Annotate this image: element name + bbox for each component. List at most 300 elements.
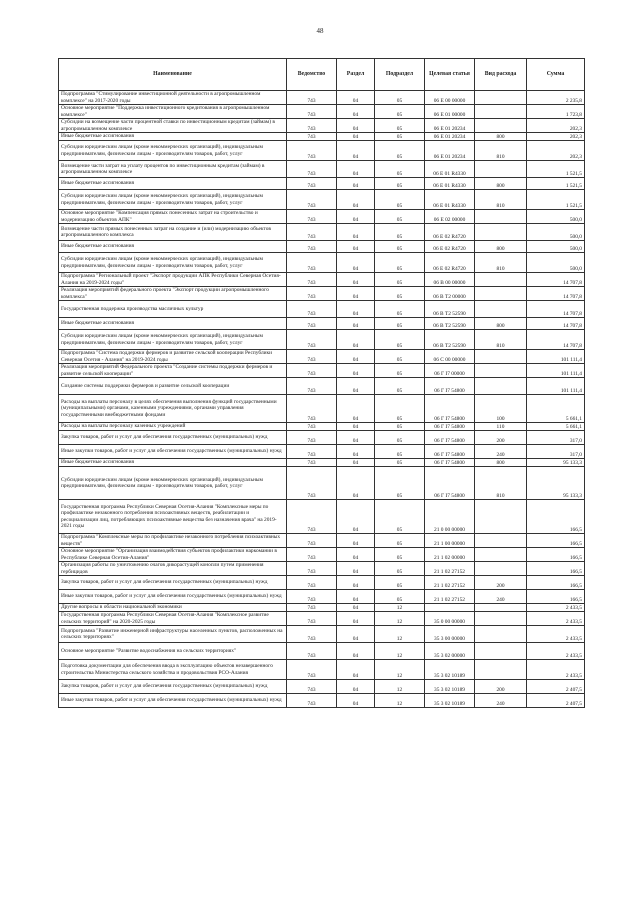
- row-target-article: 06 В Т2 52590: [425, 330, 475, 350]
- row-target-article: 06 Г I7 54800: [425, 467, 475, 500]
- row-subsection: 05: [375, 576, 425, 590]
- row-section: 04: [337, 91, 375, 105]
- row-expense-type: [475, 626, 527, 643]
- row-amount: 202,3: [527, 119, 585, 133]
- row-amount: 101 111,4: [527, 350, 585, 364]
- table-row: [59, 318, 585, 330]
- row-expense-type: [475, 548, 527, 562]
- row-amount: 500,0: [527, 253, 585, 273]
- row-expense-type: [475, 604, 527, 612]
- row-subsection: 05: [375, 395, 425, 423]
- row-target-article: 21 1 00 00000: [425, 534, 475, 548]
- table-row: [59, 178, 585, 190]
- row-name: Другие вопросы в области национальной экономики: [59, 604, 287, 612]
- row-target-article: 06 Г I7 54800: [425, 459, 475, 467]
- row-target-article: 06 Е 01 20234: [425, 141, 475, 161]
- row-section: 04: [337, 431, 375, 445]
- row-section: 04: [337, 330, 375, 350]
- row-amount: 166,5: [527, 590, 585, 604]
- table-row: [59, 350, 585, 364]
- row-target-article: 06 Е 02 R4720: [425, 241, 475, 253]
- page-number: 48: [316, 27, 324, 35]
- row-target-article: 06 Е 01 20234: [425, 133, 475, 141]
- header-target-article: Целевая статья: [425, 59, 475, 91]
- row-department: 743: [287, 119, 337, 133]
- table-row: [59, 273, 585, 287]
- row-section: 04: [337, 459, 375, 467]
- row-name: Создание системы поддержки фермеров и развитие сельской кооперации: [59, 378, 287, 395]
- table-header-row: [59, 59, 585, 91]
- row-expense-type: 810: [475, 190, 527, 210]
- row-name: Иные закупки товаров, работ и услуг для обеспечения государственных (муниципальных) нужд: [59, 445, 287, 459]
- row-amount: 166,5: [527, 534, 585, 548]
- row-amount: 95 133,3: [527, 459, 585, 467]
- row-section: 04: [337, 467, 375, 500]
- row-expense-type: [475, 612, 527, 626]
- table-row: [59, 395, 585, 423]
- row-amount: 101 111,4: [527, 364, 585, 378]
- row-amount: 5 661,1: [527, 423, 585, 431]
- table-row: [59, 500, 585, 534]
- row-department: 743: [287, 562, 337, 576]
- row-section: 04: [337, 660, 375, 680]
- row-subsection: 12: [375, 626, 425, 643]
- row-section: 04: [337, 445, 375, 459]
- row-target-article: 06 Е 00 00000: [425, 91, 475, 105]
- row-section: 04: [337, 576, 375, 590]
- row-department: 743: [287, 395, 337, 423]
- row-department: 743: [287, 548, 337, 562]
- row-name: Закупка товаров, работ и услуг для обеспечения государственных (муниципальных) нужд: [59, 431, 287, 445]
- row-expense-type: 800: [475, 318, 527, 330]
- row-target-article: 06 В 00 00000: [425, 273, 475, 287]
- row-expense-type: [475, 660, 527, 680]
- table-row: [59, 378, 585, 395]
- header-expense-type: Вид расхода: [475, 59, 527, 91]
- row-expense-type: 810: [475, 330, 527, 350]
- row-expense-type: 240: [475, 590, 527, 604]
- row-expense-type: [475, 364, 527, 378]
- row-target-article: 06 Е 02 R4720: [425, 253, 475, 273]
- row-target-article: 06 Г I7 54800: [425, 423, 475, 431]
- row-target-article: [425, 604, 475, 612]
- row-subsection: 05: [375, 500, 425, 534]
- row-target-article: 06 Е 02 00000: [425, 210, 475, 224]
- table-row: [59, 680, 585, 694]
- table-row: [59, 467, 585, 500]
- row-expense-type: 200: [475, 680, 527, 694]
- row-amount: 2 235,8: [527, 91, 585, 105]
- row-target-article: 06 Е 02 R4720: [425, 224, 475, 241]
- row-amount: 2 433,5: [527, 626, 585, 643]
- table-row: [59, 423, 585, 431]
- row-amount: 317,0: [527, 431, 585, 445]
- row-expense-type: [475, 378, 527, 395]
- row-section: 04: [337, 378, 375, 395]
- row-expense-type: 800: [475, 459, 527, 467]
- row-department: 743: [287, 467, 337, 500]
- row-amount: 166,5: [527, 548, 585, 562]
- row-expense-type: 810: [475, 253, 527, 273]
- row-name: Расходы на выплаты персоналу казенных учреждений: [59, 423, 287, 431]
- row-amount: 1 723,8: [527, 105, 585, 119]
- row-name: Государственная программа Республики Северная Осетия-Алания "Комплексные меры по профилактике незаконного потребления психоактивных веществ, реабилитации и ресоциализации лиц, потребляющих психоактивные вещества без назначения врача" на 2019-2021 годы: [59, 500, 287, 534]
- row-subsection: 05: [375, 330, 425, 350]
- row-amount: 2 433,5: [527, 660, 585, 680]
- row-subsection: 05: [375, 378, 425, 395]
- row-department: 743: [287, 626, 337, 643]
- table-row: [59, 604, 585, 612]
- table-row: [59, 364, 585, 378]
- row-name: Основное мероприятие "Организация взаимодействия субъектов профилактики наркомании в Республике Северная Осетия-Алания": [59, 548, 287, 562]
- row-expense-type: [475, 500, 527, 534]
- row-section: 04: [337, 119, 375, 133]
- row-expense-type: 810: [475, 467, 527, 500]
- row-target-article: 06 Г I7 54800: [425, 431, 475, 445]
- row-target-article: 21 1 02 27152: [425, 590, 475, 604]
- row-subsection: 05: [375, 178, 425, 190]
- row-amount: 14 707,8: [527, 273, 585, 287]
- table-row: [59, 210, 585, 224]
- row-amount: 166,5: [527, 562, 585, 576]
- row-name: Основное мероприятие "Поддержка инвестиционного кредитования в агропромышленном комплексе": [59, 105, 287, 119]
- row-subsection: 05: [375, 301, 425, 318]
- row-expense-type: [475, 224, 527, 241]
- row-target-article: 06 Е 01 00000: [425, 105, 475, 119]
- table-row: [59, 431, 585, 445]
- row-department: 743: [287, 318, 337, 330]
- row-name: Субсидии юридическим лицам (кроме некоммерческих организаций), индивидуальным предпринимателям, физическим лицам - производителям товаров, работ, услуг: [59, 190, 287, 210]
- row-section: 04: [337, 318, 375, 330]
- row-section: 04: [337, 612, 375, 626]
- row-section: 04: [337, 626, 375, 643]
- header-amount: Сумма: [527, 59, 585, 91]
- row-expense-type: 800: [475, 178, 527, 190]
- row-section: 04: [337, 694, 375, 708]
- row-amount: 2 407,5: [527, 680, 585, 694]
- row-subsection: 05: [375, 119, 425, 133]
- row-subsection: 05: [375, 318, 425, 330]
- row-target-article: 06 Г I7 00000: [425, 364, 475, 378]
- row-name: Иные бюджетные ассигнования: [59, 241, 287, 253]
- row-department: 743: [287, 612, 337, 626]
- row-section: 04: [337, 534, 375, 548]
- row-name: Иные бюджетные ассигнования: [59, 178, 287, 190]
- row-department: 743: [287, 91, 337, 105]
- row-section: 04: [337, 133, 375, 141]
- row-amount: 1 521,5: [527, 178, 585, 190]
- row-department: 743: [287, 364, 337, 378]
- row-department: 743: [287, 133, 337, 141]
- row-target-article: 06 Г I7 54800: [425, 378, 475, 395]
- row-section: 04: [337, 301, 375, 318]
- row-department: 743: [287, 141, 337, 161]
- row-section: 04: [337, 161, 375, 178]
- row-amount: 166,5: [527, 576, 585, 590]
- row-expense-type: [475, 643, 527, 660]
- row-department: 743: [287, 161, 337, 178]
- table-row: [59, 576, 585, 590]
- row-department: 743: [287, 534, 337, 548]
- row-amount: 2 433,5: [527, 612, 585, 626]
- row-target-article: 21 1 02 27152: [425, 576, 475, 590]
- row-department: 743: [287, 301, 337, 318]
- row-department: 743: [287, 190, 337, 210]
- row-department: 743: [287, 660, 337, 680]
- row-target-article: 21 1 02 00000: [425, 548, 475, 562]
- row-target-article: 06 Г I7 54800: [425, 395, 475, 423]
- row-target-article: 35 3 00 00000: [425, 626, 475, 643]
- table-row: [59, 287, 585, 301]
- row-department: 743: [287, 287, 337, 301]
- row-section: 04: [337, 224, 375, 241]
- row-subsection: 05: [375, 350, 425, 364]
- row-section: 04: [337, 590, 375, 604]
- row-subsection: 12: [375, 643, 425, 660]
- row-expense-type: 200: [475, 576, 527, 590]
- row-subsection: 05: [375, 141, 425, 161]
- row-name: Иные бюджетные ассигнования: [59, 459, 287, 467]
- row-name: Основное мероприятие "Развитие водоснабжения на сельских территориях": [59, 643, 287, 660]
- table-row: [59, 643, 585, 660]
- row-department: 743: [287, 210, 337, 224]
- row-expense-type: [475, 210, 527, 224]
- row-name: Иные закупки товаров, работ и услуг для обеспечения государственных (муниципальных) нужд: [59, 590, 287, 604]
- row-name: Подпрограмма "Комплексные меры по профилактике незаконного потребления психоактивных веществ": [59, 534, 287, 548]
- row-amount: 95 133,3: [527, 467, 585, 500]
- row-subsection: 05: [375, 105, 425, 119]
- table-row: [59, 301, 585, 318]
- row-amount: 14 707,8: [527, 318, 585, 330]
- row-subsection: 05: [375, 467, 425, 500]
- row-department: 743: [287, 423, 337, 431]
- table-row: [59, 133, 585, 141]
- row-target-article: 06 В Т2 00000: [425, 287, 475, 301]
- row-name: Закупка товаров, работ и услуг для обеспечения государственных (муниципальных) нужд: [59, 576, 287, 590]
- row-amount: 14 707,8: [527, 330, 585, 350]
- row-expense-type: [475, 534, 527, 548]
- table-row: [59, 330, 585, 350]
- row-section: 04: [337, 273, 375, 287]
- row-department: 743: [287, 576, 337, 590]
- table-row: [59, 190, 585, 210]
- row-section: 04: [337, 241, 375, 253]
- row-department: 743: [287, 604, 337, 612]
- row-expense-type: 800: [475, 241, 527, 253]
- row-target-article: 06 Е 01 20234: [425, 119, 475, 133]
- row-amount: 2 407,5: [527, 694, 585, 708]
- row-amount: 14 707,8: [527, 287, 585, 301]
- row-name: Реализация мероприятий Федерального проекта "Создание системы поддержки фермеров и развитие сельской кооперации": [59, 364, 287, 378]
- row-section: 04: [337, 548, 375, 562]
- row-target-article: 06 Г I7 54800: [425, 445, 475, 459]
- row-expense-type: [475, 350, 527, 364]
- row-section: 04: [337, 562, 375, 576]
- table-row: [59, 548, 585, 562]
- row-expense-type: 800: [475, 133, 527, 141]
- row-target-article: 35 3 02 00000: [425, 643, 475, 660]
- header-department: Ведомство: [287, 59, 337, 91]
- row-department: 743: [287, 105, 337, 119]
- row-expense-type: 810: [475, 141, 527, 161]
- row-department: 743: [287, 330, 337, 350]
- row-section: 04: [337, 253, 375, 273]
- table-row: [59, 534, 585, 548]
- table-row: [59, 105, 585, 119]
- row-section: 04: [337, 643, 375, 660]
- row-name: Подпрограмма "Система поддержки фермеров и развитие сельской кооперации Республики Северная Осетия - Алания" на 2019-2024 годы: [59, 350, 287, 364]
- row-subsection: 05: [375, 210, 425, 224]
- row-name: Государственная поддержка производства масличных культур: [59, 301, 287, 318]
- table-row: [59, 590, 585, 604]
- row-amount: 1 521,5: [527, 190, 585, 210]
- row-expense-type: [475, 301, 527, 318]
- row-section: 04: [337, 210, 375, 224]
- table-row: [59, 445, 585, 459]
- row-subsection: 05: [375, 590, 425, 604]
- row-expense-type: [475, 273, 527, 287]
- row-expense-type: [475, 105, 527, 119]
- row-subsection: 05: [375, 459, 425, 467]
- row-department: 743: [287, 224, 337, 241]
- row-department: 743: [287, 253, 337, 273]
- table-row: [59, 660, 585, 680]
- row-subsection: 05: [375, 161, 425, 178]
- row-department: 743: [287, 643, 337, 660]
- table-row: [59, 161, 585, 178]
- row-amount: 5 661,1: [527, 395, 585, 423]
- row-expense-type: [475, 119, 527, 133]
- row-subsection: 05: [375, 364, 425, 378]
- row-expense-type: 200: [475, 431, 527, 445]
- row-expense-type: [475, 91, 527, 105]
- row-target-article: 35 0 00 00000: [425, 612, 475, 626]
- row-name: Субсидии юридическим лицам (кроме некоммерческих организаций), индивидуальным предпринимателям, физическим лицам - производителям товаров, работ, услуг: [59, 253, 287, 273]
- row-subsection: 12: [375, 694, 425, 708]
- row-name: Государственная программа Республики Северная Осетия-Алания "Комплексное развитие сельских территорий" на 2020-2025 годы: [59, 612, 287, 626]
- row-department: 743: [287, 350, 337, 364]
- row-department: 743: [287, 590, 337, 604]
- row-subsection: 05: [375, 534, 425, 548]
- table-row: [59, 612, 585, 626]
- row-amount: 202,3: [527, 133, 585, 141]
- row-amount: 500,0: [527, 210, 585, 224]
- row-department: 743: [287, 178, 337, 190]
- row-subsection: 12: [375, 604, 425, 612]
- row-name: Организация работы по уничтожению очагов дикорастущей конопли путем применения гербицидов: [59, 562, 287, 576]
- row-section: 04: [337, 287, 375, 301]
- header-section: Раздел: [337, 59, 375, 91]
- table-row: [59, 562, 585, 576]
- row-department: 743: [287, 680, 337, 694]
- row-amount: 317,0: [527, 445, 585, 459]
- row-target-article: 35 3 02 10189: [425, 660, 475, 680]
- row-name: Подпрограмма "Стимулирование инвестиционной деятельности в агропромышленном комплексе" на 2017-2020 годы: [59, 91, 287, 105]
- row-subsection: 12: [375, 660, 425, 680]
- table-row: [59, 626, 585, 643]
- row-name: Иные бюджетные ассигнования: [59, 133, 287, 141]
- row-expense-type: [475, 562, 527, 576]
- row-name: Расходы на выплаты персоналу в целях обеспечения выполнения функций государственными (муниципальными) органами, казенными учреждениями, органами управления государственными внебюджетными фондами: [59, 395, 287, 423]
- row-expense-type: 240: [475, 445, 527, 459]
- row-expense-type: 240: [475, 694, 527, 708]
- row-section: 04: [337, 395, 375, 423]
- row-department: 743: [287, 694, 337, 708]
- row-amount: 500,0: [527, 241, 585, 253]
- row-target-article: 35 3 02 10189: [425, 694, 475, 708]
- row-amount: 202,3: [527, 141, 585, 161]
- row-amount: 2 433,5: [527, 604, 585, 612]
- row-target-article: 06 Е 01 R4330: [425, 178, 475, 190]
- row-subsection: 05: [375, 273, 425, 287]
- row-name: Реализация мероприятий федерального проекта "Экспорт продукции агропромышленного комплекса": [59, 287, 287, 301]
- row-name: Основное мероприятие "Компенсация прямых понесенных затрат на строительство и модернизацию объектов АПК": [59, 210, 287, 224]
- row-subsection: 05: [375, 431, 425, 445]
- table-row: [59, 91, 585, 105]
- row-expense-type: 100: [475, 395, 527, 423]
- row-section: 04: [337, 364, 375, 378]
- row-subsection: 05: [375, 224, 425, 241]
- row-name: Возмещение части затрат на уплату процентов по инвестиционным кредитам (займам) в агропромышленном комплексе: [59, 161, 287, 178]
- table-row: [59, 253, 585, 273]
- row-expense-type: [475, 161, 527, 178]
- table-row: [59, 119, 585, 133]
- row-name: Иные закупки товаров, работ и услуг для обеспечения государственных (муниципальных) нужд: [59, 694, 287, 708]
- row-name: Подпрограмма "Развитие инженерной инфраструктуры населенных пунктов, расположенных на сельских территориях": [59, 626, 287, 643]
- row-name: Возмещение части прямых понесенных затрат на создание и (или) модернизацию объектов агропромышленного комплекса: [59, 224, 287, 241]
- row-department: 743: [287, 273, 337, 287]
- row-subsection: 12: [375, 612, 425, 626]
- row-department: 743: [287, 500, 337, 534]
- row-name: Субсидии на возмещение части процентной ставки по инвестиционным кредитам (займам) в агропромышленном комплексе: [59, 119, 287, 133]
- row-department: 743: [287, 431, 337, 445]
- row-name: Субсидии юридическим лицам (кроме некоммерческих организаций), индивидуальным предпринимателям, физическим лицам - производителям товаров, работ, услуг: [59, 467, 287, 500]
- row-subsection: 05: [375, 241, 425, 253]
- row-name: Субсидии юридическим лицам (кроме некоммерческих организаций), индивидуальным предпринимателям, физическим лицам - производителям товаров, работ, услуг: [59, 141, 287, 161]
- row-subsection: 12: [375, 680, 425, 694]
- table-row: [59, 224, 585, 241]
- row-expense-type: 110: [475, 423, 527, 431]
- row-target-article: 35 3 02 10189: [425, 680, 475, 694]
- table-row: [59, 141, 585, 161]
- row-subsection: 05: [375, 133, 425, 141]
- row-target-article: 06 В Т2 52590: [425, 301, 475, 318]
- row-section: 04: [337, 190, 375, 210]
- row-target-article: 21 1 02 27152: [425, 562, 475, 576]
- row-target-article: 06 Е 01 R4330: [425, 190, 475, 210]
- row-subsection: 05: [375, 423, 425, 431]
- row-amount: 1 521,5: [527, 161, 585, 178]
- row-section: 04: [337, 500, 375, 534]
- row-amount: 500,0: [527, 224, 585, 241]
- row-name: Иные бюджетные ассигнования: [59, 318, 287, 330]
- row-department: 743: [287, 445, 337, 459]
- header-subsection: Подраздел: [375, 59, 425, 91]
- row-department: 743: [287, 378, 337, 395]
- table-row: [59, 694, 585, 708]
- row-section: 04: [337, 423, 375, 431]
- row-subsection: 05: [375, 287, 425, 301]
- table-row: [59, 459, 585, 467]
- header-name: Наименование: [59, 59, 287, 91]
- row-name: Закупка товаров, работ и услуг для обеспечения государственных (муниципальных) нужд: [59, 680, 287, 694]
- row-subsection: 05: [375, 548, 425, 562]
- row-amount: 2 433,5: [527, 643, 585, 660]
- row-section: 04: [337, 680, 375, 694]
- row-section: 04: [337, 350, 375, 364]
- row-expense-type: [475, 287, 527, 301]
- row-department: 743: [287, 459, 337, 467]
